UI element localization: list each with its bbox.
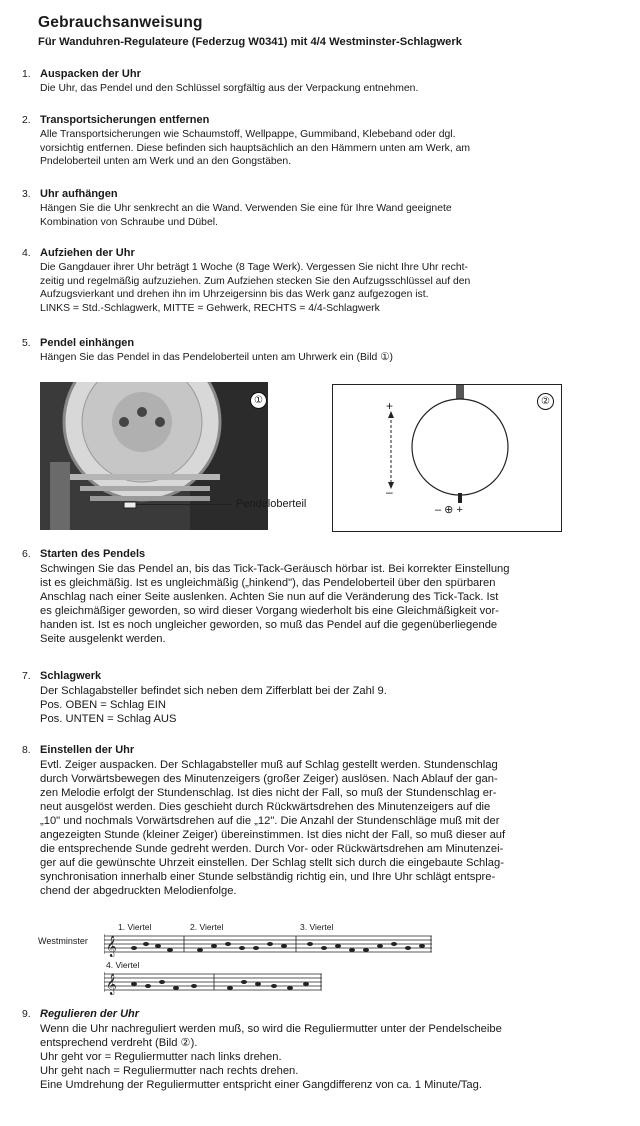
section-body xyxy=(40,128,580,169)
text-line: entsprechend verdreht (Bild ②). xyxy=(40,1037,198,1049)
section-body xyxy=(40,562,580,646)
text-line: Evtl. Zeiger auspacken. Der Schlagabsteller muß auf Schlag gestellt werden. Stundenschlag xyxy=(40,759,498,771)
section-body xyxy=(40,1022,580,1092)
text-line: Die Uhr, das Pendel und den Schlüssel sorgfältig aus der Verpackung entnehmen. xyxy=(40,83,419,94)
text-line: Der Schlagabsteller befindet sich neben dem Zifferblatt bei der Zahl 9. xyxy=(40,685,387,697)
section-number: 6. xyxy=(22,549,31,560)
section-number: 4. xyxy=(22,248,31,259)
section-heading: Auspacken der Uhr xyxy=(40,68,141,80)
text-line: angezeigten Stunde (kleiner Zeiger) übereinstimmen. Ist dies nicht der Fall, so muß dieser auf xyxy=(40,829,506,841)
minus-sign: – xyxy=(386,485,393,499)
text-line: Pos. OBEN = Schlag EIN xyxy=(40,699,166,711)
quarter-4-label: 4. Viertel xyxy=(106,960,140,970)
text-line: Kombination von Schraube und Dübel. xyxy=(40,216,218,228)
text-line: chend der abgedruckten Melodienfolge. xyxy=(40,885,237,897)
pendulum-diagram xyxy=(332,384,562,532)
text-line: synchronisation innerhalb einer Stunde selbständig richtig ein, und Ihre Uhr schlägt entspre- xyxy=(40,871,496,883)
text-line: Pndeloberteil unten am Werk und an den Gongstäben. xyxy=(40,156,292,168)
text-line: vorsichtig entfernen. Diese befinden sich hauptsächlich an den Hämmern unten am Werk, am xyxy=(40,142,471,154)
section-heading: Pendel einhängen xyxy=(40,337,135,349)
text-line: zeitig und regelmäßig aufzuziehen. Zum Aufziehen stecken Sie den Aufzugsschlüssel auf den xyxy=(40,275,471,287)
callout-line xyxy=(136,504,232,505)
text-line: Hängen Sie die Uhr senkrecht an die Wand. Verwenden Sie eine für Ihre Wand geeignete xyxy=(40,203,452,214)
quarter-2-label: 2. Viertel xyxy=(190,922,224,932)
text-line: ger auf die gewünschte Uhrzeit einstellen. Der Schlag stellt sich durch die eingebaute Schlag- xyxy=(40,857,504,869)
section-number: 1. xyxy=(22,69,31,80)
text-line: Seite ausgelenkt werden. xyxy=(40,633,166,645)
text-line: ist es gleichmäßig. Ist es ungleichmäßig („hinkend"), das Pendeloberteil über den spürbaren xyxy=(40,577,496,589)
text-line: Die Gangdauer ihrer Uhr beträgt 1 Woche (8 Tage Werk). Vergessen Sie nicht Ihre Uhr recht- xyxy=(40,262,468,273)
quarter-3-label: 3. Viertel xyxy=(300,922,334,932)
section-body xyxy=(40,758,580,898)
figure-2-number: ② xyxy=(537,393,554,410)
text-line: Hängen Sie das Pendel in das Pendeloberteil unten am Uhrwerk ein (Bild ①) xyxy=(40,352,393,363)
section-heading: Uhr aufhängen xyxy=(40,188,118,200)
music-staff-1 xyxy=(104,930,434,960)
text-line: Eine Umdrehung der Reguliermutter entspricht einer Gangdifferenz von ca. 1 Minute/Tag. xyxy=(40,1079,482,1091)
text-line: „10" und nochmals Vorwärtsdrehen auf die „12". Die Anzahl der Stundenschläge muß mit der xyxy=(40,815,500,827)
text-line: Pos. UNTEN = Schlag AUS xyxy=(40,713,177,725)
section-heading: Regulieren der Uhr xyxy=(40,1008,140,1020)
section-body xyxy=(40,202,580,229)
text-line: Anschlag nach einer Seite auslenken. Achten Sie nun auf die Veränderung des Tick-Tack. Ist xyxy=(40,591,499,603)
regulating-nut-indicator: – ⊕ + xyxy=(435,504,463,516)
text-line: die entsprechende Sunde gedreht werden. Durch Vor- oder Rückwärtsdrehen am Minutenzei- xyxy=(40,843,504,855)
text-line: handen ist. Ist es noch ungleicher geworden, so muß das Pendel auf die gegenüberliegende xyxy=(40,619,498,631)
clock-movement-illustration xyxy=(40,382,268,530)
pendeloberteil-label: Pendeloberteil xyxy=(236,498,307,510)
figure-1-number: ① xyxy=(250,392,267,409)
text-line: durch Vorwärtsbewegen des Minutenzeigers (großer Zeiger) auslösen. Nach Ablauf der gan- xyxy=(40,773,498,785)
section-heading: Einstellen der Uhr xyxy=(40,744,135,756)
text-line: Schwingen Sie das Pendel an, bis das Tick-Tack-Geräusch hörbar ist. Bei korrekter Einstellung xyxy=(40,563,510,575)
text-line: LINKS = Std.-Schlagwerk, MITTE = Gehwerk, RECHTS = 4/4-Schlagwerk xyxy=(40,302,380,314)
text-line: Alle Transportsicherungen wie Schaumstoff, Wellpappe, Gummiband, Klebeband oder dgl. xyxy=(40,129,456,140)
section-heading: Starten des Pendels xyxy=(40,548,146,560)
text-line: Uhr geht nach = Reguliermutter nach rechts drehen. xyxy=(40,1065,299,1077)
plus-sign: + xyxy=(386,399,394,413)
page-title: Gebrauchsanweisung xyxy=(38,14,203,31)
section-number: 2. xyxy=(22,115,31,126)
text-line: Aufzugsvierkant und drehen ihn im Uhrzeigersinn bis das Werk ganz aufgezogen ist. xyxy=(40,289,429,301)
section-number: 9. xyxy=(22,1009,31,1020)
text-line: zen Melodie erfolgt der Stundenschlag. Ist dies nicht der Fall, so muß der Stundenschlag er- xyxy=(40,787,497,799)
text-line: neut ausgelöst werden. Dies geschieht durch Rückwärtsdrehen des Minutenzeigers auf die xyxy=(40,801,491,813)
section-number: 3. xyxy=(22,189,31,200)
section-body xyxy=(40,261,580,315)
text-line: es gleichmäßiger geworden, so wird dieser Vorgang wiederholt bis eine Gleichmäßigkeit vor- xyxy=(40,605,499,617)
section-body xyxy=(40,684,580,726)
section-heading: Schlagwerk xyxy=(40,670,102,682)
section-number: 8. xyxy=(22,745,31,756)
section-body xyxy=(40,82,580,96)
page-subtitle: Für Wanduhren-Regulateure (Federzug W0341) mit 4/4 Westminster-Schlagwerk xyxy=(38,36,462,48)
section-heading: Aufziehen der Uhr xyxy=(40,247,135,259)
section-heading: Transportsicherungen entfernen xyxy=(40,114,210,126)
svg-text:𝄞: 𝄞 xyxy=(106,936,117,957)
text-line: Uhr geht vor = Reguliermutter nach links drehen. xyxy=(40,1051,282,1063)
text-line: Wenn die Uhr nachreguliert werden muß, so wird die Reguliermutter unter der Pendelscheibe xyxy=(40,1023,502,1035)
clock-movement-photo xyxy=(40,382,268,530)
section-number: 5. xyxy=(22,338,31,349)
music-staff-2 xyxy=(104,968,324,998)
westminster-label: Westminster xyxy=(38,936,88,946)
section-body xyxy=(40,351,580,365)
svg-text:𝄞: 𝄞 xyxy=(106,974,117,995)
quarter-1-label: 1. Viertel xyxy=(118,922,152,932)
section-number: 7. xyxy=(22,671,31,682)
